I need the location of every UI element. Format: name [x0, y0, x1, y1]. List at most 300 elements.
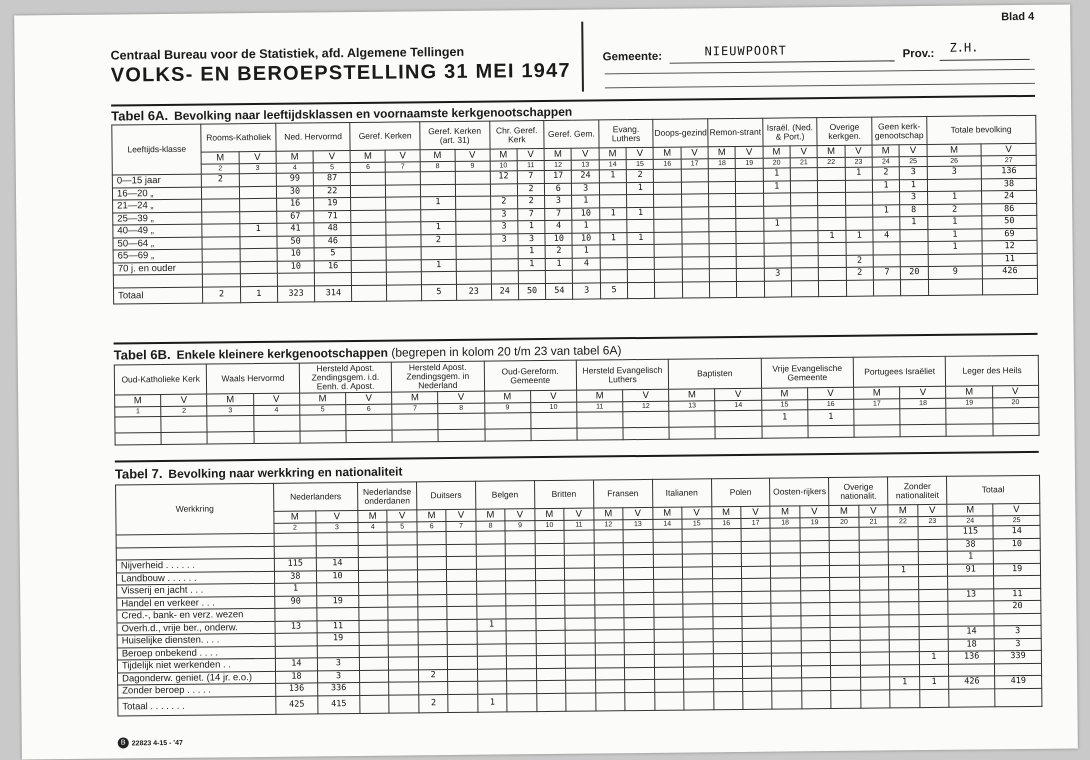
column-number: 14 [715, 400, 761, 410]
column-number: 17 [854, 399, 900, 409]
sex-header: V [161, 394, 207, 406]
sex-header: V [807, 387, 853, 399]
value-cell [447, 556, 477, 569]
value-cell [388, 544, 418, 557]
value-cell [860, 677, 890, 690]
total-cell [928, 278, 983, 295]
value-cell [535, 543, 565, 556]
total-cell: 415 [318, 695, 360, 713]
value-cell [623, 411, 669, 427]
total-cell [360, 695, 390, 713]
total-cell: 5 [421, 284, 456, 300]
value-cell [800, 565, 830, 578]
table-6b-label: Tabel 6B. [113, 346, 171, 363]
value-cell [317, 645, 359, 658]
value-cell [683, 616, 713, 629]
value-cell [712, 541, 742, 554]
value-cell: 17 [544, 170, 571, 183]
value-cell [202, 249, 239, 262]
value-cell [418, 594, 448, 607]
sex-header: M [392, 392, 438, 404]
total-cell [737, 281, 764, 297]
column-number: 3 [239, 163, 276, 173]
total-cell: 314 [315, 285, 352, 301]
value-cell [918, 551, 948, 564]
column-number: 19 [800, 518, 830, 528]
sex-header: M [946, 386, 992, 398]
value-cell [928, 253, 983, 266]
value-cell: 19 [314, 198, 351, 211]
value-cell [654, 207, 681, 220]
value-cell [712, 528, 742, 541]
value-cell [709, 231, 736, 244]
value-cell [418, 619, 448, 632]
sex-header: V [572, 148, 599, 160]
value-cell [846, 242, 873, 255]
column-number: 4 [358, 522, 388, 532]
value-cell [801, 590, 831, 603]
column-number: 18 [900, 398, 946, 408]
value-cell [709, 243, 736, 256]
value-cell [485, 429, 531, 441]
value-cell [708, 181, 735, 194]
value-cell [741, 528, 771, 541]
value-cell [623, 554, 653, 567]
value-cell [655, 257, 682, 270]
value-cell [565, 580, 595, 593]
sex-header: M [927, 144, 982, 157]
value-cell [389, 657, 419, 670]
value-cell [388, 582, 418, 595]
value-cell [624, 629, 654, 642]
value-cell: 1 [845, 167, 872, 180]
value-cell: 2 [418, 669, 448, 682]
value-cell [161, 416, 207, 432]
werkkring-label: Tijdelijk niet werkenden . . [117, 658, 275, 672]
group-header: Hersteld Evangelisch Luthers [576, 359, 669, 390]
value-cell [239, 198, 276, 211]
werkkring-label: Zonder beroep . . . . . [118, 683, 276, 697]
value-cell [536, 643, 566, 656]
blank-line [605, 69, 1035, 75]
value-cell [277, 273, 314, 286]
value-cell [801, 640, 831, 653]
column-number: 8 [420, 161, 455, 171]
value-cell [386, 209, 421, 222]
group-header: Hersteld Apost. Zendingsgem. in Nederland [391, 361, 484, 392]
value-cell [417, 557, 447, 570]
value-cell [518, 270, 545, 283]
total-cell [901, 279, 928, 295]
value-cell [742, 628, 772, 641]
value-cell: 1 [627, 207, 654, 220]
value-cell [565, 618, 595, 631]
value-cell [386, 222, 421, 235]
total-label: Totaal . . . . . . . [118, 696, 276, 716]
sex-header: V [859, 505, 889, 517]
value-cell [709, 256, 736, 269]
value-cell [771, 628, 801, 641]
value-cell [507, 643, 537, 656]
total-cell [625, 692, 655, 710]
value-cell [438, 429, 484, 441]
value-cell [918, 564, 948, 577]
sex-header: V [385, 150, 420, 162]
group-header: Portugees Israëliet [853, 356, 946, 387]
total-label: Totaal [113, 287, 203, 304]
value-cell [994, 550, 1040, 563]
value-cell: 1 [928, 228, 983, 241]
value-cell: 91 [948, 563, 994, 576]
value-cell: 4 [573, 257, 600, 270]
value-cell [595, 680, 625, 693]
value-cell [317, 582, 359, 595]
group-header: Totale bevolking [926, 115, 1036, 144]
sex-header: M [358, 510, 388, 522]
value-cell: 6 [545, 183, 572, 196]
value-cell [351, 210, 386, 223]
value-cell [712, 616, 742, 629]
value-cell [477, 631, 507, 644]
value-cell [919, 626, 949, 639]
value-cell: 1 [274, 583, 316, 596]
sex-header: M [420, 149, 455, 161]
value-cell [994, 575, 1040, 588]
value-cell [736, 181, 763, 194]
group-header: Overige kerkgen. [817, 117, 872, 146]
value-cell [624, 604, 654, 617]
sex-header: V [387, 510, 417, 522]
value-cell [918, 589, 948, 602]
total-cell: 2 [203, 286, 240, 302]
sex-header: V [845, 145, 872, 157]
group-header: Evang. Luthers [599, 119, 654, 148]
column-number: 13 [623, 519, 653, 529]
value-cell [831, 677, 861, 690]
value-cell [386, 247, 421, 260]
column-number: 3 [207, 406, 253, 416]
value-cell [900, 241, 927, 254]
column-number: 11 [577, 402, 623, 412]
value-cell: 1 [890, 677, 920, 690]
value-cell: 38 [947, 538, 993, 551]
value-cell [448, 644, 478, 657]
value-cell [447, 619, 477, 632]
value-cell [715, 426, 761, 438]
value-cell [594, 530, 624, 543]
value-cell [900, 408, 946, 424]
sex-header: M [854, 387, 900, 399]
value-cell: 1 [599, 207, 626, 220]
value-cell [594, 580, 624, 593]
value-cell [919, 639, 949, 652]
value-cell [681, 181, 708, 194]
column-number: 25 [993, 515, 1039, 525]
value-cell: 1 [421, 221, 456, 234]
group-header: Oud-Gereform. Gemeente [484, 360, 577, 391]
value-cell: 99 [276, 173, 313, 186]
value-cell [713, 666, 743, 679]
value-cell [830, 602, 860, 615]
value-cell [681, 169, 708, 182]
total-cell [595, 692, 625, 710]
value-cell [859, 589, 889, 602]
total-cell [802, 690, 832, 708]
value-cell: 1 [763, 218, 790, 231]
value-cell [624, 642, 654, 655]
value-cell [476, 556, 506, 569]
value-cell: 1 [545, 258, 572, 271]
value-cell [385, 172, 420, 185]
value-cell [491, 246, 518, 259]
value-cell [801, 678, 831, 691]
value-cell [387, 272, 422, 285]
total-cell [819, 280, 846, 296]
total-cell: 3 [573, 282, 600, 298]
value-cell [359, 582, 389, 595]
value-cell: 1 [889, 564, 919, 577]
value-cell [565, 568, 595, 581]
total-cell: 1 [478, 693, 508, 711]
value-cell [418, 607, 448, 620]
value-cell: 90 [275, 595, 317, 608]
value-cell [713, 653, 743, 666]
value-cell [948, 613, 994, 626]
value-cell [476, 568, 506, 581]
total-cell [448, 694, 478, 712]
value-cell [386, 184, 421, 197]
value-cell [819, 267, 846, 280]
value-cell [709, 194, 736, 207]
sheet-number: Blad 4 [1001, 10, 1035, 24]
total-cell: 2 [419, 694, 449, 712]
value-cell: 3 [490, 233, 517, 246]
total-cell [772, 690, 802, 708]
group-header: Ned. Hervormd [276, 123, 351, 152]
value-cell [627, 194, 654, 207]
total-cell [846, 280, 873, 296]
werkkring-label: Dagonderw. geniet. (14 jr. e.o.) [118, 671, 276, 685]
column-number: 7 [385, 162, 420, 172]
value-cell: 2 [421, 234, 456, 247]
group-header: Leger des Heils [946, 355, 1039, 386]
value-cell [831, 640, 861, 653]
value-cell [115, 433, 161, 445]
value-cell [420, 184, 455, 197]
value-cell [737, 256, 764, 269]
value-cell: 1 [239, 223, 276, 236]
value-cell [829, 540, 859, 553]
value-cell [202, 224, 239, 237]
column-number: 10 [535, 520, 565, 530]
age-class-label: 21—24 „ [113, 199, 203, 212]
value-cell [859, 564, 889, 577]
group-header: Nederlandse onderdanen [358, 482, 417, 511]
value-cell: 10 [545, 233, 572, 246]
value-cell [536, 630, 566, 643]
value-cell [830, 552, 860, 565]
value-cell [992, 407, 1038, 423]
total-cell [387, 284, 422, 300]
rule [111, 95, 1035, 107]
value-cell [448, 681, 478, 694]
group-header: Remon-strant [708, 118, 763, 147]
form-code: 22823 4-15 - '47 [131, 739, 183, 748]
column-number: 12 [623, 401, 669, 411]
group-header: Overige nationalit. [829, 477, 888, 506]
value-cell: 10 [277, 260, 314, 273]
value-cell [993, 423, 1039, 435]
value-cell [388, 594, 418, 607]
value-cell [625, 679, 655, 692]
value-cell [791, 193, 818, 206]
province-line [940, 59, 1030, 61]
group-header: Geref. Kerken [350, 122, 420, 151]
value-cell [860, 664, 890, 677]
total-cell [995, 688, 1041, 706]
value-cell [772, 653, 802, 666]
value-cell: 13 [275, 620, 317, 633]
werkkring-label: Beroep onbekend . . . . [117, 646, 275, 660]
value-cell [830, 565, 860, 578]
value-cell [771, 565, 801, 578]
column-number: 17 [681, 159, 708, 169]
value-cell [484, 413, 530, 429]
sex-header: M [770, 506, 800, 518]
sex-header: V [800, 506, 830, 518]
value-cell: 115 [274, 558, 316, 571]
value-cell [743, 678, 773, 691]
value-cell: 3 [317, 670, 359, 683]
value-cell [737, 268, 764, 281]
value-cell [594, 592, 624, 605]
value-cell: 1 [927, 216, 982, 229]
blank-line [605, 83, 1035, 89]
group-header: Hersteld Apost. Zendingsgem. i.d. Eenh. d. Apost. [299, 362, 392, 393]
value-cell [202, 199, 239, 212]
sex-header: M [276, 151, 313, 163]
sex-header: V [900, 386, 946, 398]
value-cell [712, 591, 742, 604]
column-number: 21 [859, 517, 889, 527]
value-cell [351, 222, 386, 235]
column-number: 7 [392, 404, 438, 414]
value-cell [741, 566, 771, 579]
gemeente-value: NIEUWPOORT [704, 43, 787, 59]
value-cell [800, 528, 830, 541]
value-cell [507, 681, 537, 694]
value-cell: 87 [313, 173, 350, 186]
value-cell [275, 608, 317, 621]
value-cell [860, 627, 890, 640]
value-cell [624, 579, 654, 592]
header-divider [581, 22, 584, 92]
gemeente-line [670, 60, 895, 63]
value-cell [506, 606, 536, 619]
value-cell [316, 532, 358, 545]
value-cell [764, 255, 791, 268]
value-cell: 14 [993, 525, 1039, 538]
value-cell [456, 234, 491, 247]
value-cell [317, 607, 359, 620]
value-cell [535, 555, 565, 568]
value-cell [455, 209, 490, 222]
value-cell [207, 416, 253, 432]
sex-header: V [981, 143, 1036, 156]
value-cell [456, 246, 491, 259]
group-header: Waals Hervormd [207, 363, 300, 394]
total-cell [507, 693, 537, 711]
value-cell [358, 557, 388, 570]
value-cell [873, 242, 900, 255]
value-cell [203, 261, 240, 274]
value-cell [359, 632, 389, 645]
total-cell [949, 688, 995, 706]
value-cell [888, 527, 918, 540]
value-cell [627, 244, 654, 257]
value-cell [531, 428, 577, 440]
total-cell [919, 689, 949, 707]
column-number: 22 [817, 157, 844, 167]
value-cell [682, 219, 709, 232]
value-cell [506, 568, 536, 581]
value-cell [860, 614, 890, 627]
sex-header: M [115, 395, 161, 407]
column-number: 5 [313, 163, 350, 173]
group-header: Zonder nationaliteit [888, 476, 947, 505]
value-cell: 9 [928, 266, 983, 279]
value-cell [491, 258, 518, 271]
value-cell [240, 273, 277, 286]
value-cell [351, 235, 386, 248]
value-cell [275, 645, 317, 658]
value-cell [418, 582, 448, 595]
group-header: Fransen [593, 479, 652, 508]
value-cell [359, 620, 389, 633]
value-cell [507, 656, 537, 669]
column-number: 4 [276, 163, 313, 173]
value-cell: 1 [763, 168, 790, 181]
value-cell [889, 589, 919, 602]
total-cell [566, 692, 596, 710]
value-cell [392, 414, 438, 430]
value-cell [239, 186, 276, 199]
value-cell [389, 669, 419, 682]
value-cell [594, 542, 624, 555]
value-cell [900, 424, 946, 436]
value-cell [476, 581, 506, 594]
value-cell: 1 [599, 170, 626, 183]
value-cell: 1 [518, 221, 545, 234]
sex-header: M [351, 150, 386, 162]
value-cell: 1 [573, 245, 600, 258]
table-6b-title: Enkele kleinere kerkgenootschappen [176, 345, 389, 362]
value-cell [654, 232, 681, 245]
sex-header: V [517, 149, 544, 161]
value-cell: 7 [517, 171, 544, 184]
value-cell: 38 [274, 570, 316, 583]
value-cell: 2 [626, 169, 653, 182]
value-cell [418, 657, 448, 670]
column-number: 5 [299, 405, 345, 415]
werkkring-label: Landbouw . . . . . . [116, 571, 274, 585]
value-cell [681, 194, 708, 207]
value-cell: 2 [490, 196, 517, 209]
value-cell [654, 194, 681, 207]
column-number: 9 [455, 161, 490, 171]
total-cell [655, 282, 682, 298]
column-number: 9 [484, 403, 530, 413]
